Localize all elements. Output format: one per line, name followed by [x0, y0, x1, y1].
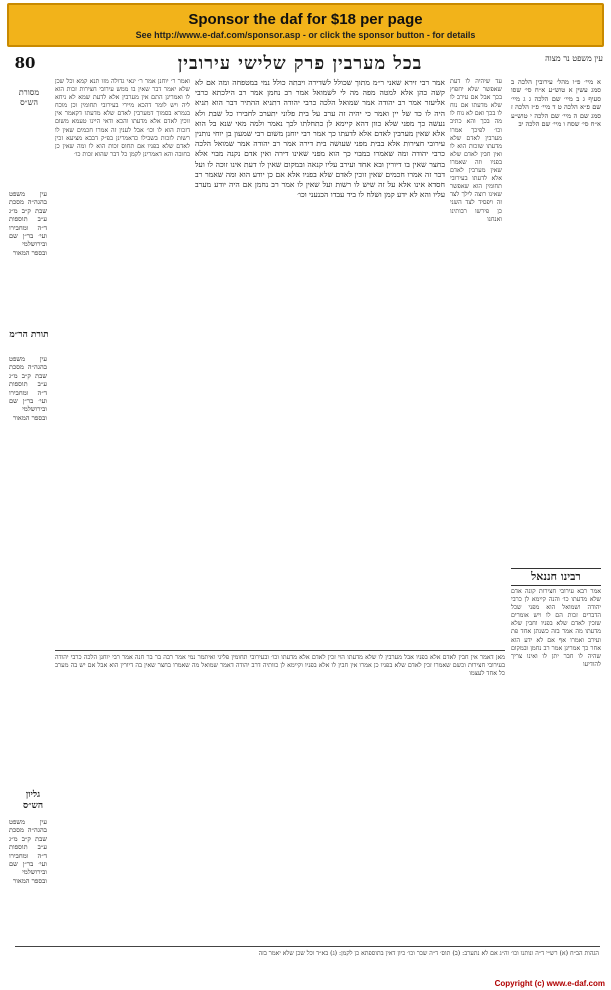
rabbeinu-chananel-column: אמר רבא עירובי חצירות קונה אדם שלא מדעתו כו׳ והנה קיימא לן כרבי יהודה ושמואל הוא מפני שכל הדברים זכות הם לו ויש אומרים שזכין לאדם שלא בפניו וחבין שלא מדעתו מה אמר בזה כשנתן אחד פת ועירב ואמרו אף אם לא ידע הוא אחר כך אמרינן אמר רב נחמן ובמקום שהיה לו חבר יתן לו ואינו צריך להודיעו — [511, 588, 601, 668]
left-margin-notes-2: עין משפט בהגה״ה מסכת שבת ק״ב מ״ג ע״ב תוספות ד״ה ומחבירו ועי׳ בר״ן שם ובירושלמי ובספר המאור — [9, 355, 47, 422]
masoret-label: מסורת הש״ס — [18, 88, 40, 107]
gilyon-notes: עין משפט בהגה״ה מסכת שבת ק״ב מ״ג ע״ב תוספות ד״ה ומחבירו ועי׳ בר״ן שם ובירושלמי ובספר המאור — [9, 818, 47, 885]
talmud-page — [5, 50, 606, 978]
footnote-divider — [15, 946, 600, 947]
tosafot-column: ואמר ר׳ יוחנן אמר ר׳ ינאי גדולה מזו תנא קמא וכל שכן שלא יאמר דבר שאין בו ממש עירובי חצירות זכות הוא לו ואמרינן התם אין מערבין אלא לדעת שמא לא ניחא ליה ויש לומר דהכא מיירי בעירובי תחומין וכן מוכח בגמרא בסמוך דמערבין לאדם שלא מדעתו דקאמר אין זוכין לאדם אלא מדעתו והכא ודאי היינו טעמא משום דזכות הוא לו וכו׳ אבל לענין זה אמרו חכמים שאין לו רשות לזכות בשבילו כדאמרינן בפ״ק דבבא מציעא זכין לאדם שלא בפניו אם תחוס זכות הוא לו ומה שאין כן בחובה והא דאמרינן לקמן כל דבר שהוא זכות כו׳ — [55, 78, 190, 158]
gilyon-label: גליון הש״ס — [22, 790, 44, 811]
sponsor-banner[interactable] — [7, 3, 604, 47]
left-margin-notes: עין משפט בהגה״ה מסכת שבת ק״ב מ״ג ע״ב תוספות ד״ה ומחבירו ועי׳ בר״ן שם ובירושלמי ובספר המאור — [9, 190, 47, 257]
ein-mishpat-column: א מיי׳ פ״ו מהל׳ עירובין הלכה ב סמג עשין א טוש״ע א״ח סי׳ שסו סעיף ג ב מיי׳ שם הלכה ג ג מיי׳ שם פ״א הלכה ט ד מיי׳ פ״ז הלכה ז סמג שם ה מיי׳ שם הלכה י טוש״ע א״ח סי׳ שסח ו מיי׳ שם הלכה יב — [511, 78, 601, 129]
divider-line — [55, 650, 505, 651]
rabbeinu-chananel-label: רבינו חננאל — [511, 568, 601, 586]
rashi-column: עד שיהיה לו דעת שאפשר שלא יחפוץ בכך אבל אם עירב לו שלא מדעתו אם נוח לו בכך ואם לא נוח לו מה בכך והא כתיב וכו׳ לפיכך אמרו מערבין לאדם שלא מדעתו שזכות הוא לו ואין חבין לאדם שלא בפניו וזה שאמרו שאין מערבין לאדם אלא לדעתו בעירובי תחומין הוא שאפשר שאינו רוצה לילך לצד זה ויפסיד לצד השני כן פירשו רבותינו ואנחנו — [450, 78, 502, 223]
ein-mishpat-label: עין משפט נר מצוה — [545, 54, 603, 63]
gemara-text: אמר רבי זירא שאני ר״מ מתוך שכולל לשדירה ויבתה כולל נמי במטפחה ומה אם לא קשה כהן אלא למטה מפה מה לי לשמואל אמר רב נחמן אמר רב הילכתא כרבי אליעזר אמר רב יהודה אמר שמואל הלכה כרבי יהודה דתניא ההתיר דבר הוא תניא היה לו כד של יין ואמר כי יהיה זה ערב על בית פלוני יתערב לחבירו כל שבת ולא נעשה כך מפני שלא כוון דהא קיימא לן כתחלתו לכך נאמר ולמה מאי שנא בל הוא אלא שאין מערבין לאדם אלא לדעתו כך אמר רבי יוחנן משום רבי שמעון בן יוחי נותנין עירובי חצירות אלא בבית מפני שעושה בית דירה אמר רב יהודה אמר שמואל הלכה כרבי יהודה ומה שאמרו במבוי כך הוא מפני שאינו דירה ואין אדם נקנה מבוי אלא בחצר שאין בו דיורין ובא אחד ועירב עליו קנאה ובמקום שאין לו דעת אינו זוכה לו ועל דבר זה אמרו חכמים שאין זוכין לאדם שלא בפניו אלא אם כן יודע הוא ומה שאמר רב חסדא אינו אלא על זה שיש לו רשות ועל שאין לו אמר רב נחמן אם היה יודע מערב עליו והא לא ידע קמן ושלח לו ביד עבדו הכנעני וכו׳ — [195, 78, 445, 200]
footnotes: הגהות הב״ח (א) רש״י ד״ה ונותנו וכו׳ וה״ג אם לא נתערב: (ב) תוס׳ ד״ה שכר וכו׳ כיון דאין בתוספתא כן לקמן: (ג) בא״ד וכל שכן שלא יאמר בזה — [258, 950, 599, 957]
chapter-header: בכל מערבין פרק שלישי עירובין — [177, 53, 423, 74]
torat-label: תורת הר״מ — [9, 330, 49, 340]
page-number: 80 — [14, 54, 36, 72]
copyright-link[interactable]: Copyright (c) www.e-daf.com — [494, 979, 605, 988]
sponsor-subtitle[interactable]: See http://www.e-daf.com/sponsor.asp - or click the sponsor button - for details — [135, 30, 476, 40]
sponsor-title[interactable]: Sponsor the daf for $18 per page — [188, 11, 423, 28]
lower-commentary: מאן דאמר אין חבין לאדם אלא בפניו אבל מערבין לו שלא מדעתו הוי זכין לאדם אלא מדעתו וכו׳ ובעירובי תחומין פליגי ואיתמר נמי אמר רבה בר בר חנה אמר רבי יוחנן הלכה כרבי יהודה בעירובי חצירות וכשם שאמרו זכין לאדם שלא בפניו כן אמרו אין חבין לו אלא בפניו וקיימא לן כוותיה דרב יהודה דאמר שמואל מה שאמרו בחצר שאין בה דיורין הוא אבל אם יש בה מערב כל אחד לעצמו — [55, 654, 505, 678]
